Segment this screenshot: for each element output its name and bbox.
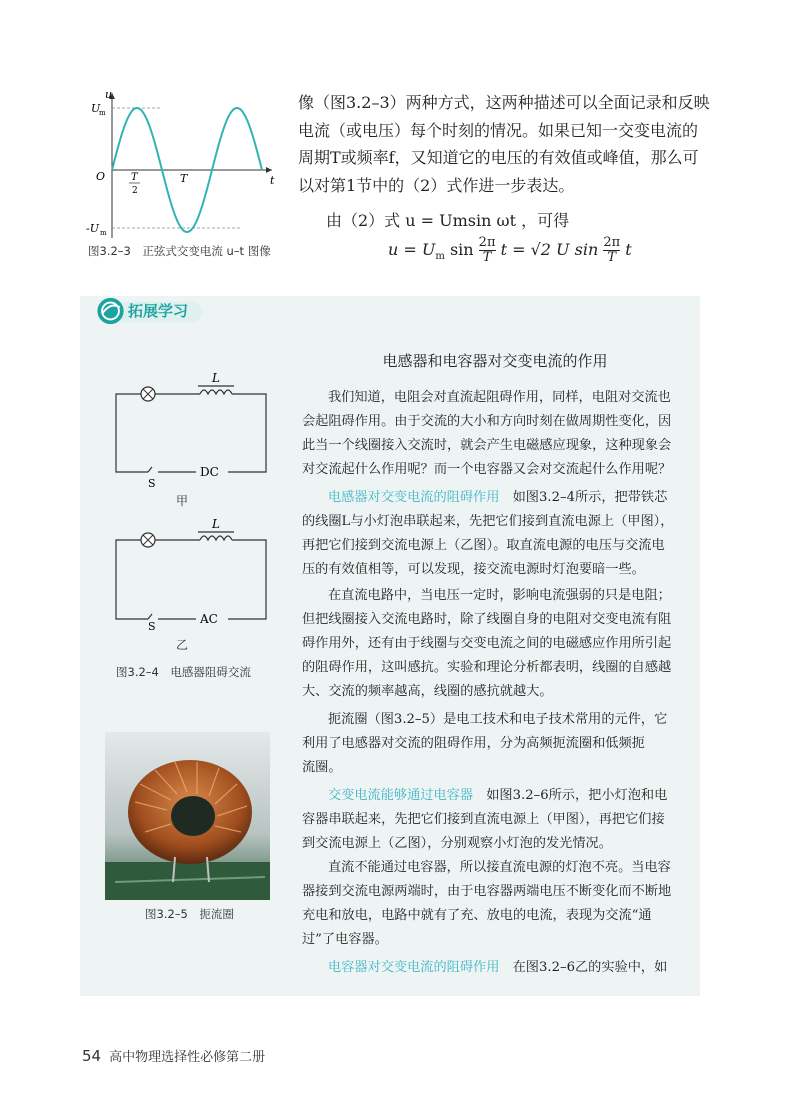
body-paragraph-3 xyxy=(302,584,692,704)
half-period-num: T xyxy=(131,172,138,183)
body-paragraph-6 xyxy=(302,856,692,952)
text-line: 在直流电路中，当电压一定时，影响电流强弱的只是电阻； xyxy=(328,588,671,603)
um-sub-label: m xyxy=(99,109,106,117)
highlight-heading: 电容器对交变电流的阻碍作用 xyxy=(328,960,500,975)
figure-caption-3-2-4: 图3.2–4 电感器阻碍交流 xyxy=(116,665,251,679)
axis-t-label: t xyxy=(270,174,275,187)
inductor-label: L xyxy=(212,517,220,531)
switch-label: S xyxy=(148,620,156,633)
text-line: 的线圈L与小灯泡串联起来，先把它们接到直流电源上（甲图）， xyxy=(302,514,674,529)
body-paragraph-7 xyxy=(302,956,692,980)
text-line: 以对第1节中的（2）式作进一步表达。 xyxy=(298,175,575,195)
formula-sub: m xyxy=(435,251,445,263)
formula-mid: t = √2 U sin xyxy=(495,240,604,259)
highlight-heading: 电感器对交变电流的阻碍作用 xyxy=(328,490,500,505)
fraction-1: $\frac{2\pi}{T}$ xyxy=(478,235,496,265)
top-paragraph xyxy=(298,89,710,199)
source-label: DC xyxy=(200,465,219,479)
figure-caption-3-2-5: 图3.2–5 扼流圈 xyxy=(145,907,234,921)
section-title: 电感器和电容器对交变电流的作用 xyxy=(382,352,608,370)
circuit-a-label: 甲 xyxy=(176,494,189,508)
formula-sin: sin xyxy=(444,240,479,259)
derivation-line: 由（2）式 u = Umsin ωt ，可得 xyxy=(326,211,570,230)
page-footer xyxy=(82,1046,265,1065)
source-label: AC xyxy=(200,612,218,626)
period-label: T xyxy=(180,172,188,185)
body-paragraph-4 xyxy=(302,708,692,780)
text-line: 在图3.2–6乙的实验中，如 xyxy=(499,960,668,975)
origin-label: O xyxy=(96,170,106,183)
text-line: 的阻碍作用，这叫感抗。实验和理论分析都表明，线圈的自感越 xyxy=(302,660,672,675)
body-paragraph-2 xyxy=(302,486,692,582)
extension-badge-label: 拓展学习 xyxy=(128,302,189,320)
switch-label: S xyxy=(148,477,156,490)
text-line: 对交流起什么作用呢？而一个电容器又会对交流起什么作用呢？ xyxy=(302,462,672,477)
text-line: 周期T或频率f，又知道它的电压的有效值或峰值，那么可 xyxy=(298,148,699,167)
half-period-den: 2 xyxy=(132,186,138,196)
fraction-2: $\frac{2\pi}{T}$ xyxy=(603,235,621,265)
text-line: 容器串联起来，先把它们接到直流电源上（甲图），再把它们接 xyxy=(302,812,665,827)
sine-wave-figure xyxy=(82,88,282,248)
neg-um-label: -U xyxy=(86,222,99,235)
book-title: 高中物理选择性必修第二册 xyxy=(109,1050,266,1065)
text-line: 流圈。 xyxy=(302,760,342,775)
text-line: 如图3.2–6所示，把小灯泡和电 xyxy=(473,788,668,803)
text-line: 压的有效值相等，可以发现，接交流电源时灯泡要暗一些。 xyxy=(302,562,645,577)
text-line: 会起阻碍作用。由于交流的大小和方向时刻在做周期性变化，因 xyxy=(302,414,672,429)
text-line: 再把它们接到交流电源上（乙图）。取直流电源的电压与交流电 xyxy=(302,538,665,553)
text-line: 像（图3.2–3）两种方式，这两种描述可以全面记录和反映 xyxy=(298,93,710,112)
circuit-dc xyxy=(108,371,273,490)
text-line: 到交流电源上（乙图），分别观察小灯泡的发光情况。 xyxy=(302,836,612,851)
axis-u-label: u xyxy=(105,88,113,101)
text-line: 电流（或电压）每个时刻的情况。如果已知一交变电流的 xyxy=(298,120,699,140)
formula xyxy=(388,236,632,265)
body-paragraph-1 xyxy=(302,386,692,482)
text-line: 充电和放电，电路中就有了充、放电的电流，表现为交流“通 xyxy=(302,908,652,923)
text-line: 扼流圈（图3.2–5）是电工技术和电子技术常用的元件，它 xyxy=(328,712,668,727)
text-line: 大、交流的频率越高，线圈的感抗就越大。 xyxy=(302,684,553,699)
body-paragraph-5 xyxy=(302,784,692,856)
formula-end: t xyxy=(620,240,632,259)
um-label: U xyxy=(91,102,101,115)
formula-lhs: u = U xyxy=(388,240,436,259)
text-line: 我们知道，电阻会对直流起阻碍作用，同样，电阻对交流也 xyxy=(328,390,671,405)
circuit-ac xyxy=(108,515,273,633)
text-line: 器接到交流电源两端时，由于电容器两端电压不断变化而不断地 xyxy=(302,884,672,899)
text-line: 过”了电容器。 xyxy=(302,932,388,947)
neg-um-sub-label: m xyxy=(100,229,107,237)
text-line: 直流不能通过电容器，所以接直流电源的灯泡不亮。当电容 xyxy=(328,860,671,875)
text-line: 但把线圈接入交流电路时，除了线圈自身的电阻对交变电流有阻 xyxy=(302,612,672,627)
text-line: 此当一个线圈接入交流时，就会产生电磁感应现象，这种现象会 xyxy=(302,438,672,453)
circuit-b-label: 乙 xyxy=(176,638,189,652)
text-line: 如图3.2–4所示，把带铁芯 xyxy=(499,490,668,505)
choke-coil-photo xyxy=(105,732,270,900)
text-line: 利用了电感器对交流的阻碍作用，分为高频扼流圈和低频扼 xyxy=(302,736,645,751)
text-line: 碍作用外，还有由于线圈与交变电流之间的电磁感应作用所引起 xyxy=(302,636,672,651)
highlight-heading: 交变电流能够通过电容器 xyxy=(328,788,474,803)
figure-caption-3-2-3: 图3.2–3 正弦式交变电流 u–t 图像 xyxy=(88,244,271,258)
inductor-label: L xyxy=(212,371,220,385)
page-number: 54 xyxy=(82,1047,102,1065)
